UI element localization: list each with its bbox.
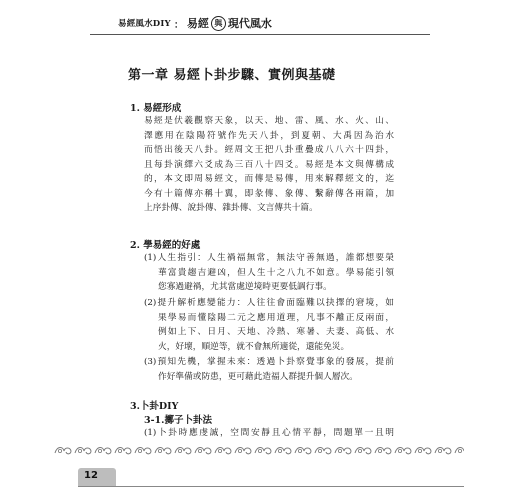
- text-line: 例如上下、日月、天地、冷熱、寒暑、夫妻、高低、水: [158, 327, 394, 337]
- section-1-body: [144, 114, 394, 216]
- page-number: 12: [84, 470, 98, 481]
- text-line: 上序卦傳、說卦傳、雜卦傳、文言傳共十篇。: [144, 203, 318, 213]
- book-title-part1: 易經: [186, 17, 209, 30]
- circled-character: 與: [211, 16, 226, 31]
- text-line: (2)提升解析應變能力：人往往會面臨難以抉擇的窘境，如: [144, 298, 394, 308]
- text-line: (1)卜卦時應虔誠，空間安靜且心情平靜，問題單一且明: [144, 428, 394, 438]
- section-3-body: [144, 426, 394, 441]
- text-line: 的，本文即周易經文，而傳是易傳，用來解釋經文的，迄: [144, 174, 394, 184]
- benefit-item-3: [144, 355, 394, 384]
- benefit-item-2: [144, 296, 394, 354]
- text-line: 且每卦演繹六爻成為三百八十四爻。易經是本文與傳構成: [144, 159, 394, 170]
- text-line: 果學易而懂陰陽二元之應用道理，凡事不離正反兩面，: [158, 312, 394, 323]
- text-line: 您寡過避禍，尤其當處逆境時更要低調行事。: [158, 282, 332, 292]
- text-line: 華富貴趨吉避凶，但人生十之八九不如意。學易能引領: [158, 267, 394, 278]
- header-rule: [90, 34, 430, 35]
- section-heading-3: 3.卜卦DIY: [130, 401, 179, 412]
- text-line: 而悟出後天八卦。經周文王把八卦重疊成八八六十四卦，: [144, 145, 394, 155]
- text-line: 今有十篇傳亦稱十翼，即彖傳、象傳、繫辭傳各兩篇，加: [144, 188, 394, 199]
- text-line: 澤應用在陰陽符號作先天八卦，到夏朝、大禹因為治水: [144, 130, 394, 141]
- text-line: (1)人生指引：人生禍福無常，無法守善無過，誰都想要榮: [144, 253, 394, 263]
- benefit-item-1: [144, 251, 394, 295]
- text-line: (3)預知先機，掌握未來：透過卜卦察覺事象的發展，提前: [144, 357, 394, 367]
- text-line: 易經是伏羲觀察天象，以天、地、雷、風、水、火、山、: [144, 116, 394, 126]
- text-line: 火，好壞，順逆等，就不會無所適從，還能免災。: [158, 341, 350, 352]
- running-header: [118, 15, 272, 31]
- section-heading-1: 1. 易經形成: [130, 103, 182, 114]
- series-label: 易經風水DIY: [118, 19, 171, 29]
- cloud-pattern-border: [54, 444, 464, 456]
- text-line: 作好準備或防患，更可藉此造福人群提升個人層次。: [158, 371, 358, 382]
- section-heading-2: 2. 學易經的好處: [130, 240, 201, 251]
- chapter-title: 第一章 易經卜卦步驟、實例與基礎: [128, 68, 336, 83]
- footer-rule: [78, 486, 464, 487]
- book-title-part2: 現代風水: [227, 17, 272, 30]
- header-colon: ：: [173, 19, 184, 31]
- subsection-heading: 3-1.擲子卜卦法: [144, 415, 212, 426]
